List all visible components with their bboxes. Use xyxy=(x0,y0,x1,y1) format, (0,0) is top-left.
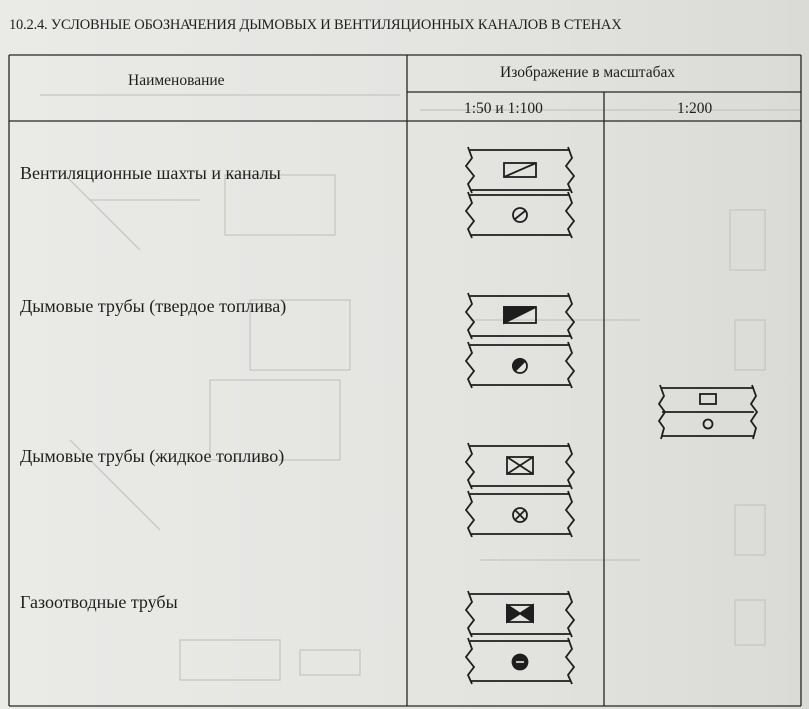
small-rect-icon xyxy=(700,394,716,404)
header-scale-b: 1:200 xyxy=(677,100,713,117)
symbol-smoke-liquid-circle xyxy=(466,491,574,537)
symbol-gas-circle xyxy=(466,638,574,684)
section-title: 10.2.4. УСЛОВНЫЕ ОБОЗНАЧЕНИЯ ДЫМОВЫХ И ВЕНТИЛЯЦИОННЫХ КАНАЛОВ В СТЕНАХ xyxy=(9,17,622,33)
symbol-gas-rect xyxy=(466,591,574,637)
symbol-smoke-solid-circle xyxy=(466,342,574,388)
row-name-gas-exhaust: Газоотводные трубы xyxy=(20,592,178,612)
row-name-smoke-liquid: Дымовые трубы (жидкое топливо) xyxy=(20,446,285,466)
small-circle-icon xyxy=(704,420,713,429)
header-name: Наименование xyxy=(128,72,225,89)
header-image-scale: Изображение в масштабах xyxy=(500,64,676,81)
row-name-smoke-solid: Дымовые трубы (твердое топлива) xyxy=(20,296,287,316)
symbol-ventilation-rect xyxy=(466,147,574,193)
symbol-small-scale-channel xyxy=(659,385,757,439)
symbol-smoke-liquid-rect xyxy=(466,443,574,489)
symbol-ventilation-circle xyxy=(466,192,574,238)
symbol-smoke-solid-rect xyxy=(466,293,574,339)
row-name-ventilation: Вентиляционные шахты и каналы xyxy=(20,163,281,183)
header-scale-a: 1:50 и 1:100 xyxy=(464,100,543,117)
